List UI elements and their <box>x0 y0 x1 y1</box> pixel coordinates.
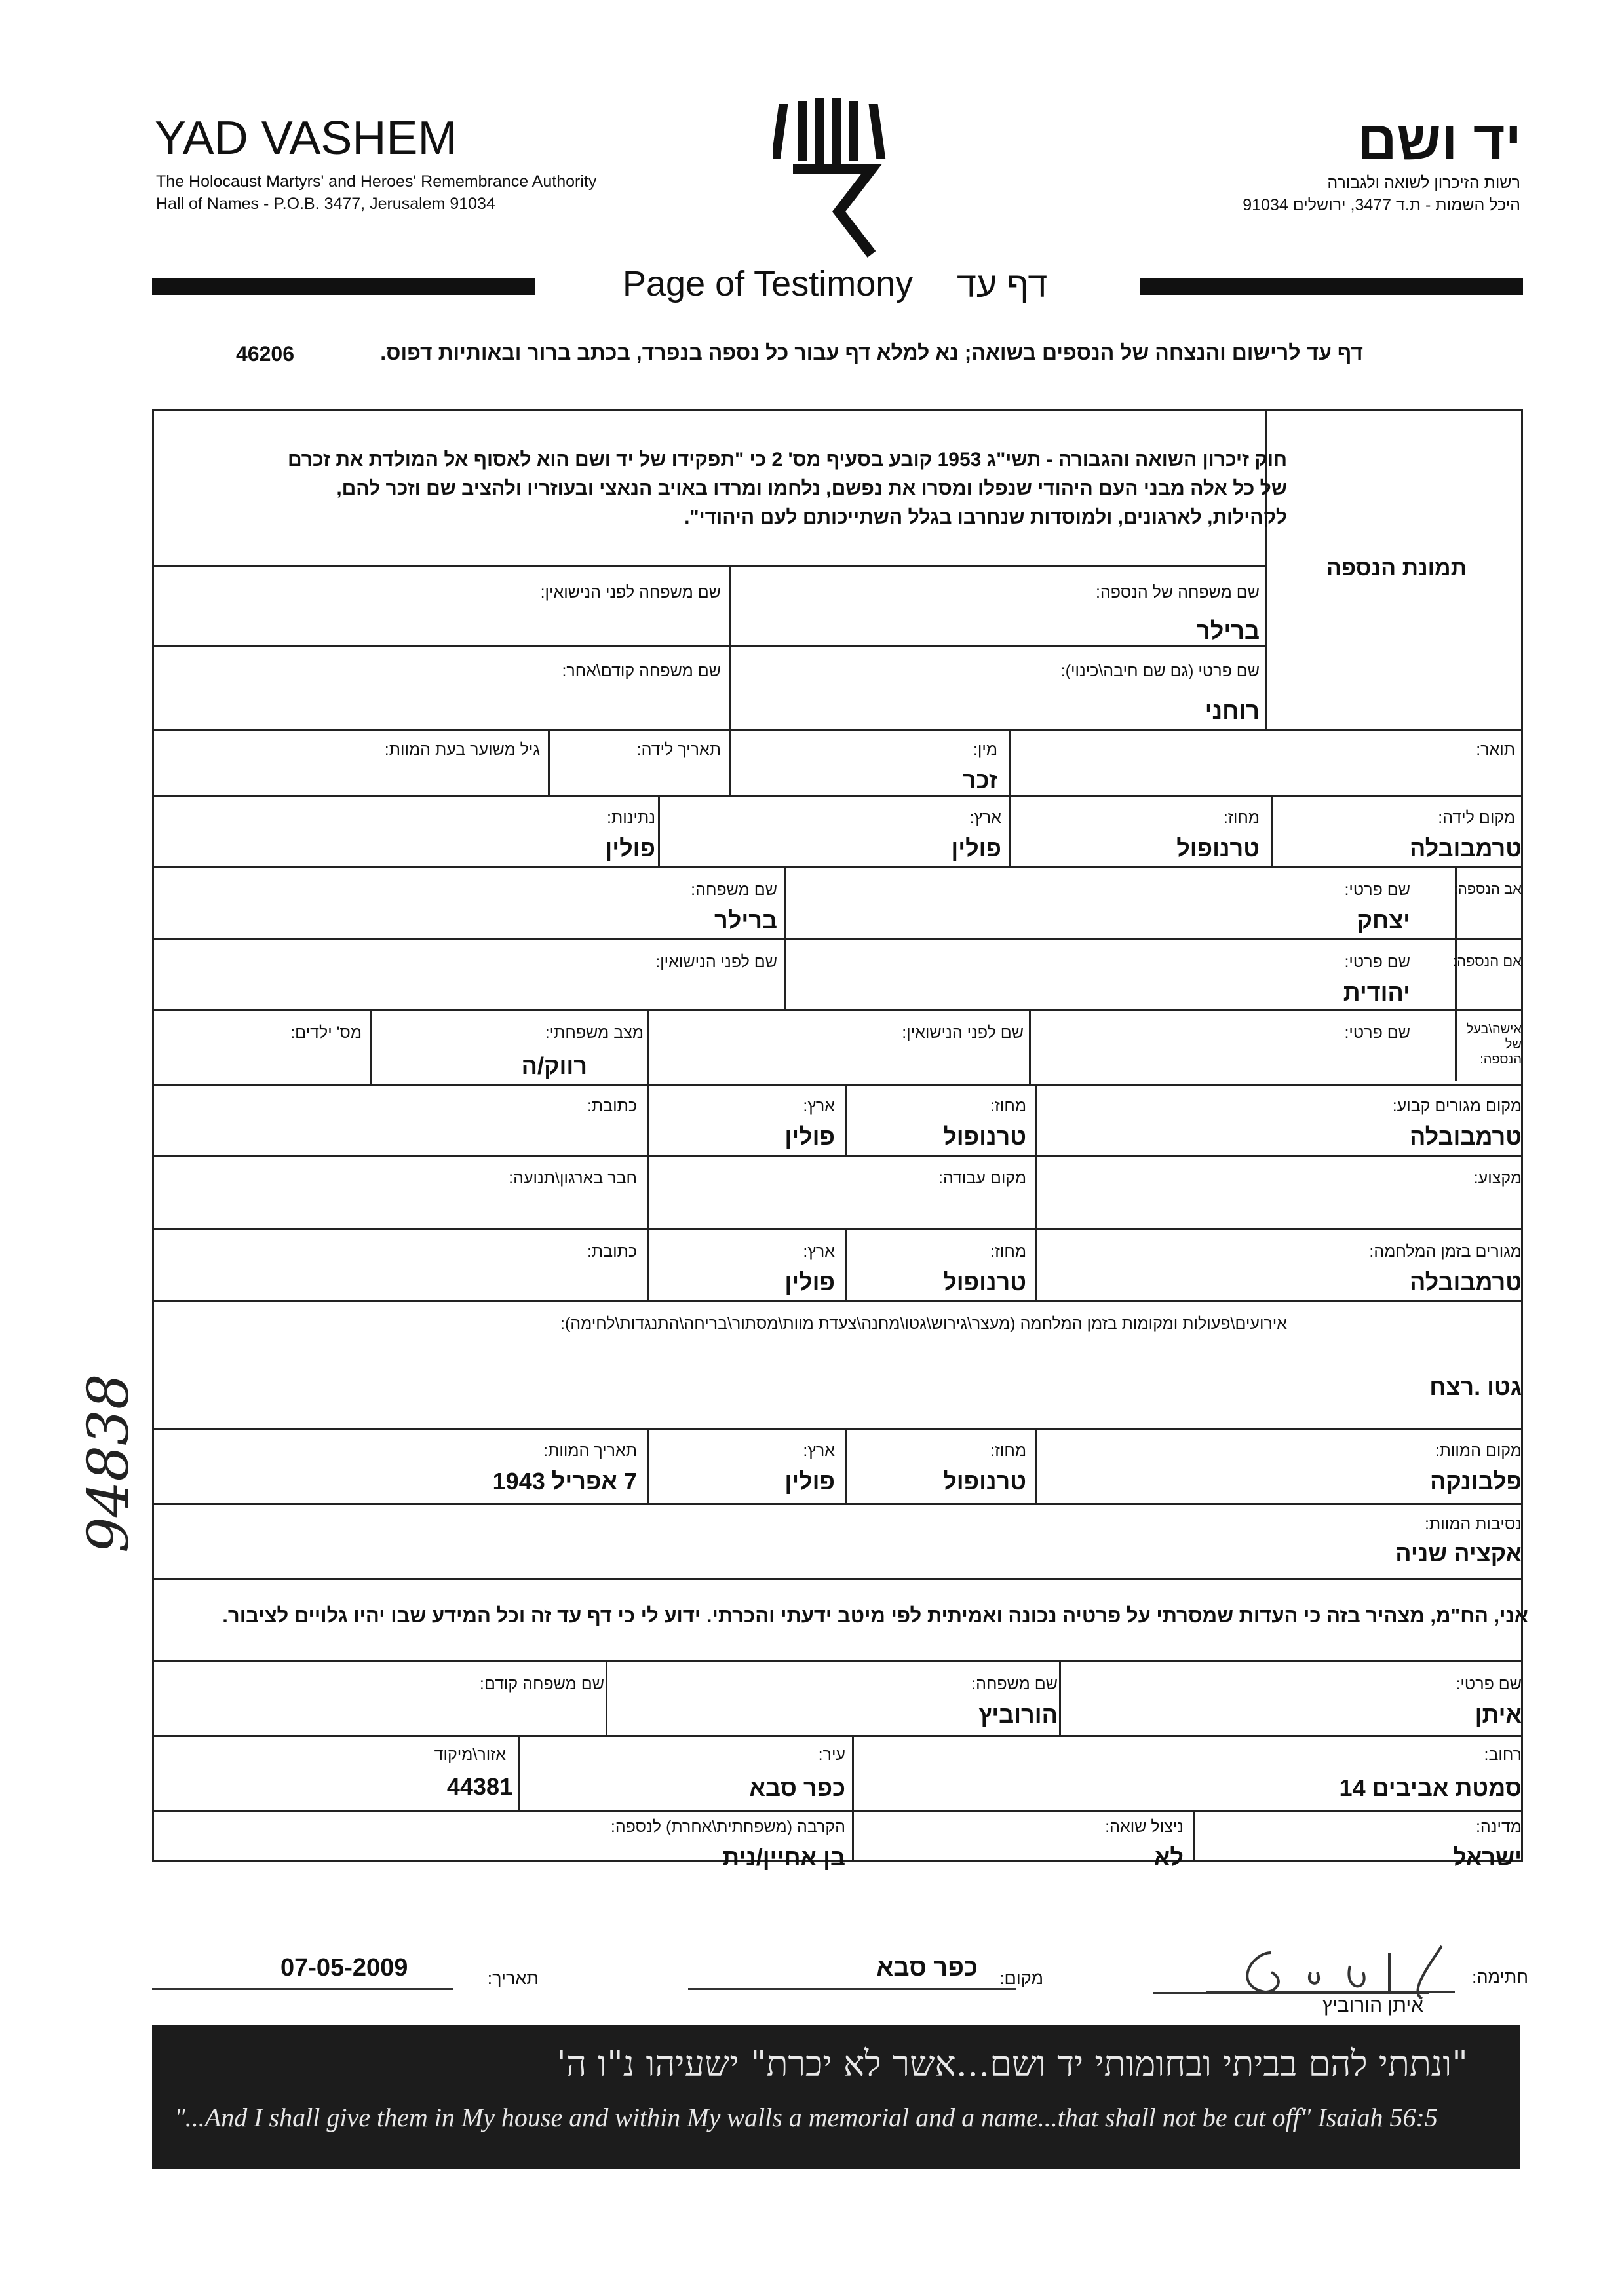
war-residence-label: מגורים בזמן המלחמה: <box>1369 1242 1522 1261</box>
zip-value[interactable]: 44381 <box>446 1773 512 1800</box>
war-country-value[interactable]: פולין <box>784 1269 835 1295</box>
page-title-he: דף עד <box>957 265 1048 305</box>
death-date-value[interactable]: 7 אפריל 1943 <box>492 1468 637 1495</box>
city-label: עיר: <box>818 1746 845 1764</box>
signer-name: איתן הורוביץ <box>1322 1995 1423 2016</box>
submitter-family-label: שם משפחה: <box>971 1675 1058 1693</box>
prev-family-label: שם משפחה קודם\אחר: <box>562 662 721 680</box>
gender-label: מין: <box>973 740 997 759</box>
date-value[interactable]: 07-05-2009 <box>280 1954 408 1981</box>
street-label: רחוב: <box>1484 1746 1522 1764</box>
declaration-text: אני, הח"מ, מצהיר בזה כי העדות שמסרתי על פרטיה נכונה ואמיתית לפי מיטב ידעתי והכרתי. ידוע לי כי דף עד זה וכל המידע שבו יהיו גלויים לציבור. <box>222 1604 1528 1627</box>
marital-label: מצב משפחתי: <box>545 1024 644 1042</box>
banner-quote-en: "...And I shall give them in My house and within My walls a memorial and a name...that shall not be cut off" Isaiah 56:5 <box>174 2103 1438 2132</box>
date-label: תאריך: <box>487 1968 539 1988</box>
form-frame <box>152 409 1523 1862</box>
father-first-label: שם פרטי: <box>1344 881 1410 899</box>
law-text: חוק זיכרון השואה והגבורה - תשי"ג 1953 קובע בסעיף מס' 2 כי "תפקידו של יד ושם הוא לאסוף אל המולדת את זכרם של כל אלה מבני העם היהודי שנפלו ומסרו את נפשם, נלחמו ומרדו באויב הנאצי ובעוזריו ולהציב שם וזכר להם, לקהילות, לארגונים, ולמוסדות שנחרבו בגלל השתייכותם לעם היהודי". <box>288 449 1287 528</box>
authority-line-1: The Holocaust Martyrs' and Heroes' Remembrance Authority <box>156 172 597 191</box>
header-bar-left <box>152 278 535 295</box>
first-name-label: שם פרטי (גם שם חיבה\כינוי): <box>1060 662 1260 680</box>
maiden-name-label: שם משפחה לפני הנישואין: <box>540 583 721 602</box>
death-place-value[interactable]: פלבונקה <box>1430 1468 1522 1495</box>
submitter-family-value[interactable]: הורוביץ <box>978 1701 1058 1728</box>
page-number: 46206 <box>236 342 294 366</box>
marital-value[interactable]: רווק/ה <box>521 1052 587 1079</box>
residence-value[interactable]: טרמבובלה <box>1410 1123 1522 1150</box>
quote-banner <box>152 2025 1520 2169</box>
header-bar-right <box>1140 278 1523 295</box>
handwritten-archive-number: 94838 <box>76 1373 142 1553</box>
res-district-label: מחוז: <box>990 1097 1026 1115</box>
death-country-value[interactable]: פולין <box>784 1468 835 1495</box>
birth-place-label: מקום לידה: <box>1438 809 1515 827</box>
submitter-first-label: שם פרטי: <box>1456 1675 1522 1693</box>
yad-vashem-logo-icon <box>773 97 891 261</box>
authority-line-2: Hall of Names - P.O.B. 3477, Jerusalem 91034 <box>156 195 495 213</box>
intro-text: דף עד לרישום והנצחה של הנספים בשואה; נא למלא דף עבור כל נספה בנפרד, בכתב ברור ובאותיות דפוס. <box>380 341 1363 364</box>
residence-label: מקום מגורים קבוע: <box>1392 1097 1522 1115</box>
war-district-label: מחוז: <box>990 1242 1026 1261</box>
place-value[interactable]: כפר סבא <box>876 1954 978 1981</box>
mother-first-value[interactable]: יהודית <box>1343 979 1410 1006</box>
events-value[interactable]: גטו .רצח <box>1429 1373 1522 1400</box>
res-address-label: כתובת: <box>587 1097 637 1115</box>
authority-line-1-he: רשות הזיכרון לשואה ולגבורה <box>1327 174 1520 192</box>
survivor-label: ניצול שואה: <box>1105 1818 1184 1836</box>
first-name-value[interactable]: רוחני <box>1205 697 1260 724</box>
mother-first-label: שם פרטי: <box>1344 953 1410 971</box>
res-district-value[interactable]: טרנופול <box>943 1123 1026 1150</box>
sign-label: חתימה: <box>1471 1967 1528 1987</box>
death-cause-label: נסיבות המוות: <box>1424 1515 1522 1533</box>
death-date-label: תאריך המוות: <box>543 1442 637 1460</box>
country-label: מדינה: <box>1475 1818 1522 1836</box>
authority-subtitle-he <box>1243 172 1520 216</box>
war-district-value[interactable]: טרנופול <box>943 1269 1026 1295</box>
birth-country-label: ארץ: <box>969 809 1001 827</box>
family-name-label: שם משפחה של הנספה: <box>1095 583 1260 602</box>
photo-label: תמונת הנספה <box>1326 556 1467 581</box>
death-district-value[interactable]: טרנופול <box>943 1468 1026 1495</box>
res-country-value[interactable]: פולין <box>784 1123 835 1150</box>
father-first-value[interactable]: יצחק <box>1357 907 1410 934</box>
father-label: אב הנספה: <box>1454 881 1522 897</box>
country-value[interactable]: ישראל <box>1452 1844 1522 1871</box>
authority-subtitle-en <box>156 170 596 215</box>
birth-district-value[interactable]: טרנופול <box>1176 835 1260 862</box>
workplace-label: מקום עבודה: <box>938 1169 1026 1187</box>
family-name-value[interactable]: ברילר <box>1197 617 1260 644</box>
death-cause-value[interactable]: אקציה שניה <box>1395 1540 1522 1567</box>
title-label: תואר: <box>1476 740 1515 759</box>
age-label: גיל משוער בעת המוות: <box>384 740 540 759</box>
nationality-label: נתינות: <box>607 809 655 827</box>
street-value[interactable]: סמטת אביבים 14 <box>1339 1774 1522 1801</box>
survivor-value[interactable]: לא <box>1153 1844 1184 1871</box>
spouse-first-label: שם פרטי: <box>1344 1024 1410 1042</box>
war-country-label: ארץ: <box>803 1242 835 1261</box>
yad-vashem-title-he: יד ושם <box>1357 109 1522 171</box>
war-address-label: כתובת: <box>587 1242 637 1261</box>
nationality-value[interactable]: פולין <box>605 835 655 862</box>
page-title-en: Page of Testimony <box>623 264 914 303</box>
city-value[interactable]: כפר סבא <box>749 1774 845 1801</box>
spouse-maiden-label: שם לפני הנישואין: <box>902 1024 1024 1042</box>
war-residence-value[interactable]: טרמבובלה <box>1410 1269 1522 1295</box>
events-label: אירועים\פעולות ומקומות בזמן המלחמה (מעצר\גירוש\גטו\מחנה\צעדת מוות\מסתור\בריחה\התנגדות\לחימה): <box>560 1314 1287 1333</box>
spouse-label: אישה\בעל של הנספה: <box>1466 1022 1522 1067</box>
death-place-label: מקום המוות: <box>1435 1442 1522 1460</box>
mother-maiden-label: שם לפני הנישואין: <box>655 953 777 971</box>
father-family-value[interactable]: ברילר <box>714 907 777 934</box>
profession-label: מקצוע: <box>1473 1169 1522 1187</box>
children-label: מס' ילדים: <box>290 1024 362 1042</box>
birth-date-label: תאריך לידה: <box>636 740 721 759</box>
place-label: מקום: <box>999 1968 1043 1988</box>
relation-value[interactable]: בן אחיין/נית <box>722 1844 845 1871</box>
birth-country-value[interactable]: פולין <box>951 835 1001 862</box>
death-district-label: מחוז: <box>990 1442 1026 1460</box>
birth-place-value[interactable]: טרמבובלה <box>1410 835 1522 862</box>
authority-line-2-he: היכל השמות - ת.ד 3477, ירושלים 91034 <box>1243 196 1520 214</box>
mother-label: אם הנספה: <box>1452 953 1522 969</box>
relation-label: הקרבה (משפחתית\אחרת) לנספה: <box>610 1818 845 1836</box>
yad-vashem-title-en: YAD VASHEM <box>155 112 457 164</box>
zip-label: אזור\מיקוד <box>434 1746 506 1764</box>
res-country-label: ארץ: <box>803 1097 835 1115</box>
banner-quote-he: "ונתתי להם בביתי ובחומותי יד ושם...אשר לא יכרת" ישעיהו נ"ו ה' <box>556 2043 1468 2084</box>
father-family-label: שם משפחה: <box>691 881 777 899</box>
death-country-label: ארץ: <box>803 1442 835 1460</box>
org-label: חבר בארגון\תנועה: <box>509 1169 637 1187</box>
birth-district-label: מחוז: <box>1223 809 1260 827</box>
submitter-prev-family-label: שם משפחה קודם: <box>479 1675 604 1693</box>
gender-value[interactable]: זכר <box>962 767 997 794</box>
submitter-first-value[interactable]: איתן <box>1475 1701 1522 1728</box>
